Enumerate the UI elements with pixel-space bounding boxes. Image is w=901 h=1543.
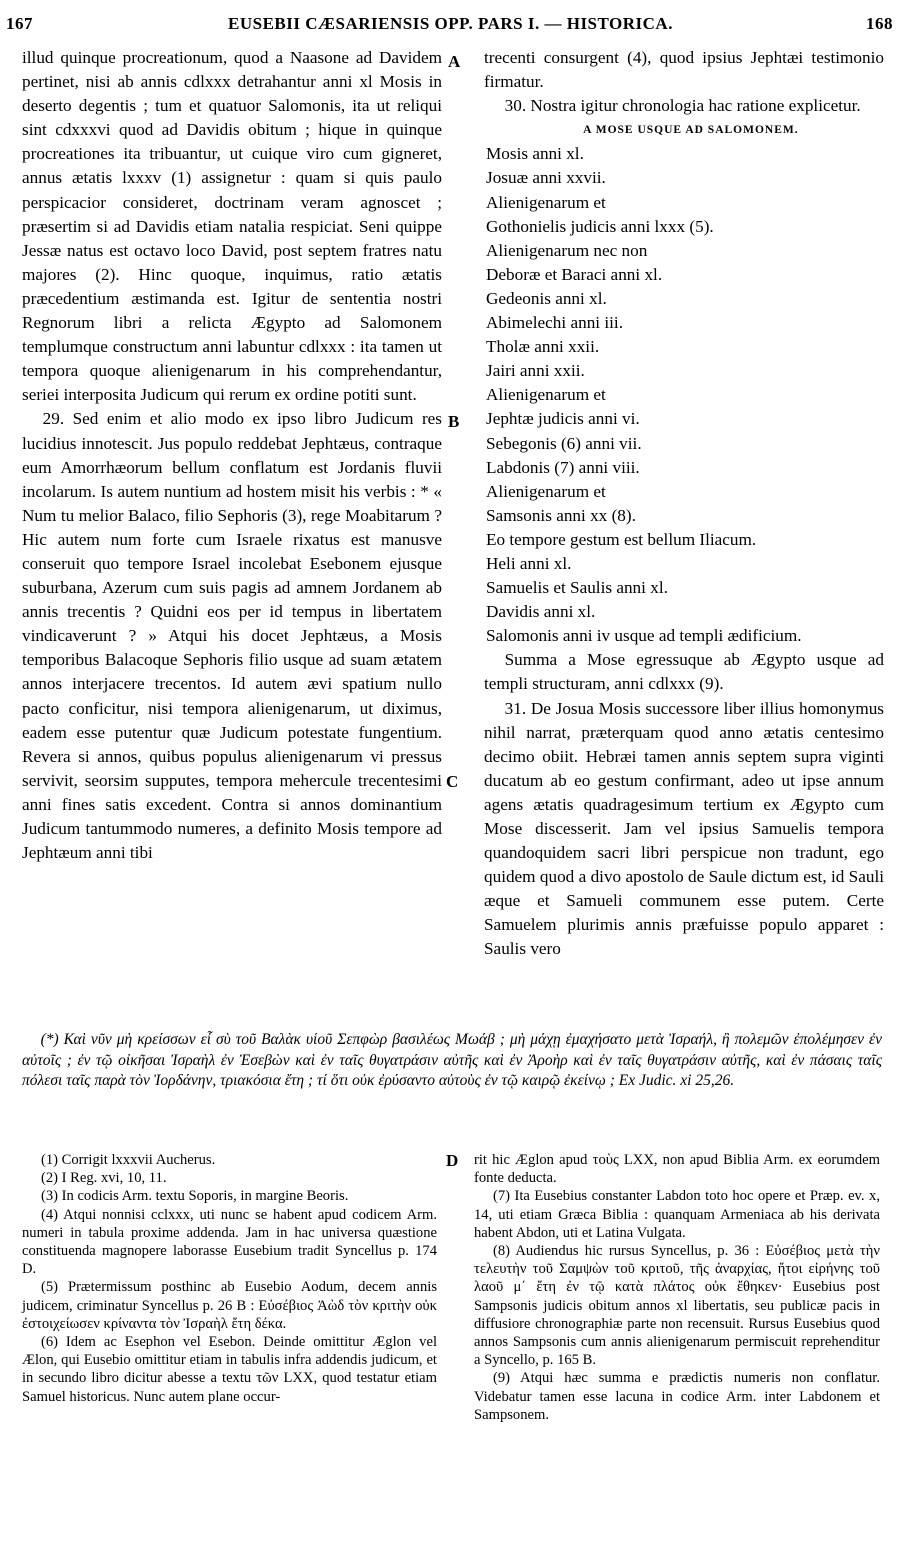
chronology-entry: Deboræ et Baraci anni xl. [486, 264, 663, 284]
chronology-entry: Alienigenarum nec non [486, 240, 648, 260]
footnote: (1) Corrigit lxxxvii Aucherus. [40, 1152, 216, 1168]
chronology-entry: Abimelechi anni iii. [486, 313, 623, 333]
chronology-entry: Labdonis (7) anni viii. [486, 457, 640, 477]
chronology-entry: Eo tempore gestum est bellum Iliacum. [486, 529, 757, 549]
chronology-entry: Alienigenarum et [486, 192, 606, 212]
paragraph: trecenti consurgent (4), quod ipsius Jephtæi testimonio firmatur. [484, 48, 884, 92]
margin-marker-c: C [446, 772, 459, 791]
right-text-column [484, 46, 884, 962]
footnote: (3) In codicis Arm. textu Soporis, in margine Beoris. [40, 1188, 349, 1205]
margin-marker-d: D [446, 1151, 459, 1170]
running-title: EUSEBII CÆSARIENSIS OPP. PARS I. — HISTORICA. [228, 14, 673, 33]
chronology-entry: Mosis anni xl. [486, 144, 584, 164]
page-number-left: 167 [6, 14, 33, 33]
chronology-entry: Heli anni xl. [486, 553, 572, 573]
footnotes-left [22, 1151, 437, 1406]
footnotes-right [474, 1151, 880, 1424]
footnote: (8) Audiendus hic rursus Syncellus, p. 36 : Εὐσέβιος μετὰ τὴν τελευτὴν τοῦ Σαμψὼν τοῦ κριτοῦ, τῆς ἀναρχίας, ἤτοι εἰρήνης τοῦ λαοῦ μ΄ ἔτη ἐν τῷ κατὰ πλάτος οὐκ ἔθηκεν· Eusebius post Sampsonis judicis obitum annos xl libertatis, seu publicæ pacis in diffusiore chronographiæ parte non recensuit. Rursus Eusebius quod annos Sampsonis cum annis alienigenarum permiscuit reprehenditur a Syncello, p. 165 B. [474, 1243, 880, 1369]
footnote: (5) Prætermissum posthinc ab Eusebio Aodum, decem annis judicem, criminatur Syncellus p. 26 B : Εὐσέβιος Ἀὼδ τὸν κριτὴν οὐκ ἐστοιχείωσεν κρίναντα τὸν Ἰσραὴλ ἔτη δέκα. [22, 1279, 437, 1332]
chronology-entry: Samsonis anni xx (8). [486, 505, 636, 525]
greek-note-text: (*) Καὶ νῦν μὴ κρείσσων εἶ σὺ τοῦ Βαλὰκ υἱοῦ Σεπφὼρ βασιλέως Μωάβ ; μὴ μάχῃ ἐμαχήσατο μετὰ Ἰσραήλ, ἢ πολεμῶν ἐπολέμησεν ἐν αὐτοῖς ; ἐν τῷ οἰκῆσαι Ἰσραὴλ ἐν Ἐσεβὼν καὶ ἐν ταῖς θυγατράσιν αὐτῆς καὶ ἐν Ἀροὴρ καὶ ἐν ταῖς θυγατράσιν αὐτῆς, καὶ ἐν πάσαις ταῖς πόλεσι ταῖς παρὰ τὸν Ἰορδάνην, τριακόσια ἔτη ; τί ὅτι οὐκ ἐρύσαντο αὐτοὺς ἐν τῷ καιρῷ ἐκείνῳ ; Ex Judic. xi 25,26. [22, 1031, 882, 1089]
chronology-entry: Josuæ anni xxvii. [486, 168, 606, 188]
margin-marker-a: A [448, 52, 461, 71]
footnote: (4) Atqui nonnisi cclxxx, uti nunc se habent apud codicem Arm. numeri in tabula proxime addenda. Jam in hac universa quæstione constituenda magnopere laborasse Eusebium tradit Syncellus p. 174 D. [22, 1206, 437, 1278]
chronology-entry: Salomonis anni iv usque ad templi ædificium. [486, 626, 802, 646]
greek-note [22, 1030, 882, 1092]
chronology-entry: Gothonielis judicis anni lxxx (5). [486, 216, 714, 236]
paragraph: 30. Nostra igitur chronologia hac ratione explicetur. [504, 96, 861, 116]
chronology-entry: Jephtæ judicis anni vi. [486, 409, 640, 429]
chronology-entry: Tholæ anni xxii. [486, 337, 600, 357]
footnote: (2) I Reg. xvi, 10, 11. [40, 1170, 167, 1187]
margin-marker-b: B [448, 412, 460, 431]
chronology-list [484, 142, 884, 648]
chronology-entry: Alienigenarum et [486, 385, 606, 405]
chronology-entry: Jairi anni xxii. [486, 361, 585, 381]
footnote: (9) Atqui hæc summa e prædictis numeris non conflatur. Videbatur tamen esse lacuna in codice Arm. inter Labdonem et Sampsonem. [474, 1370, 880, 1423]
paragraph: 31. De Josua Mosis successore liber illius homonymus nihil narrat, præterquam quod anno ætatis centesimo decimo obiit. Hebræi tamen annis septem supra viginti ducatum ab eo gestum confirmant, adeo ut ipse annum agens ætatis quadragesimum tertium ex Ægypto cum Mose discesserit. Jam vel ipsius Samuelis tempora quandoquidem sacri libri perspicue non tradunt, ego quidem quod a divo apostolo de Saule dictum est, id Sauli æque et Samueli communem esse putem. Certe Samuelem plurimis annis præfuisse populo apparet : Saulis vero [484, 698, 884, 959]
chronology-entry: Gedeonis anni xl. [486, 288, 607, 308]
paragraph: 29. Sed enim et alio modo ex ipso libro Judicum res lucidius innotescit. Jus populo reddebat Jephtæus, contraque eum Amorrhæorum bellum conflatum est Jordanis fluvii incolarum. Is autem nuntium ad hostem misit his verbis : * « Num tu melior Balaco, filio Sephoris (3), rege Moabitarum ? Hic autem num forte cum Israele rixatus est manusve conseruit quo tempore Israel incolebat Esebonem ejusque suburbana, Azerum cum suis pagis ad amnem Jordanem ab annis trecentis ? Quidni eos per id tempus in libertatem vindicaverunt ? » Atqui his docet Jephtæus, a Mosis temporibus Balacoque Sephoris filio usque ad suam ætatem annos interjacere trecentos. Id autem ævi spatium nullo pacto conficitur, nisi tempora alienigenarum, ut diximus, eadem esse putentur quæ Judicum potestate fungentium. Revera si annos, quibus populus alienigenarum vi pressus servivit, seorsim supputes, tempora mehercule trecentesimi anni fines satis excedent. Contra si annos dominantium Judicum tantummodo numeres, a definito Mosis tempore ad Jephtæum anni tibi [22, 409, 442, 863]
footnote: (7) Ita Eusebius constanter Labdon toto hoc opere et Præp. ev. x, 14, uti etiam Græca Biblia : quanquam Armeniaca ab his derivata habent Abdon, uti et Latina Vulgata. [474, 1188, 880, 1241]
chronology-entry: Samuelis et Saulis anni xl. [486, 578, 668, 598]
paragraph: illud quinque procreationum, quod a Naasone ad Davidem pertinet, nisi ab annis cdlxxx detrahantur anni xl Mosis in deserto degentis ; tum et quatuor Salomonis, ita ut reliqui sint cdxxxvi quod ad Davidis obitum ; hique in quinque procreationes ita tribuantur, ut cuique viro cum gigneret, annus ætatis lxxxv (1) assignetur : quam si quis paulo perspicacior consideret, doctrinam veram agnoscet ; præsertim si ad Davidis etiam natalia respiciat. Seni quippe Jessæ natus est octavo loco David, post septem fratres natu majores (2). Hinc quoque, inquimus, ratio ætatis præcedentium æstimanda est. Igitur de sententia nostri Regnorum libri a relicta Ægypto ad Salomonem templumque constructum anni labuntur cdlxxx : ita tamen ut tempora quoque alienigenarum in his comprehendantur, seriei interposita Judicum qui rerum ex ordine potiti sunt. [22, 48, 442, 405]
chronology-entry: Davidis anni xl. [486, 602, 596, 622]
chronology-title: A MOSE USQUE AD SALOMONEM. [583, 124, 799, 137]
chronology-entry: Alienigenarum et [486, 481, 606, 501]
footnote: rit hic Æglon apud τοὺς LXX, non apud Biblia Arm. ex eorumdem fonte deducta. [474, 1152, 880, 1187]
chronology-entry: Sebegonis (6) anni vii. [486, 433, 642, 453]
page-number-right: 168 [866, 14, 893, 33]
left-text-column [22, 46, 442, 865]
footnote: (6) Idem ac Esephon vel Esebon. Deinde omittitur Æglon vel Ælon, qui Eusebio omittitur etiam in tabulis infra addendis judicum, et in secundo libro dicitur abesse a textu τῶν LXX, quod testatur etiam Samuel historicus. Nunc autem plane occur- [22, 1334, 437, 1405]
paragraph: Summa a Mose egressuque ab Ægypto usque ad templi structuram, anni cdlxxx (9). [484, 650, 884, 694]
